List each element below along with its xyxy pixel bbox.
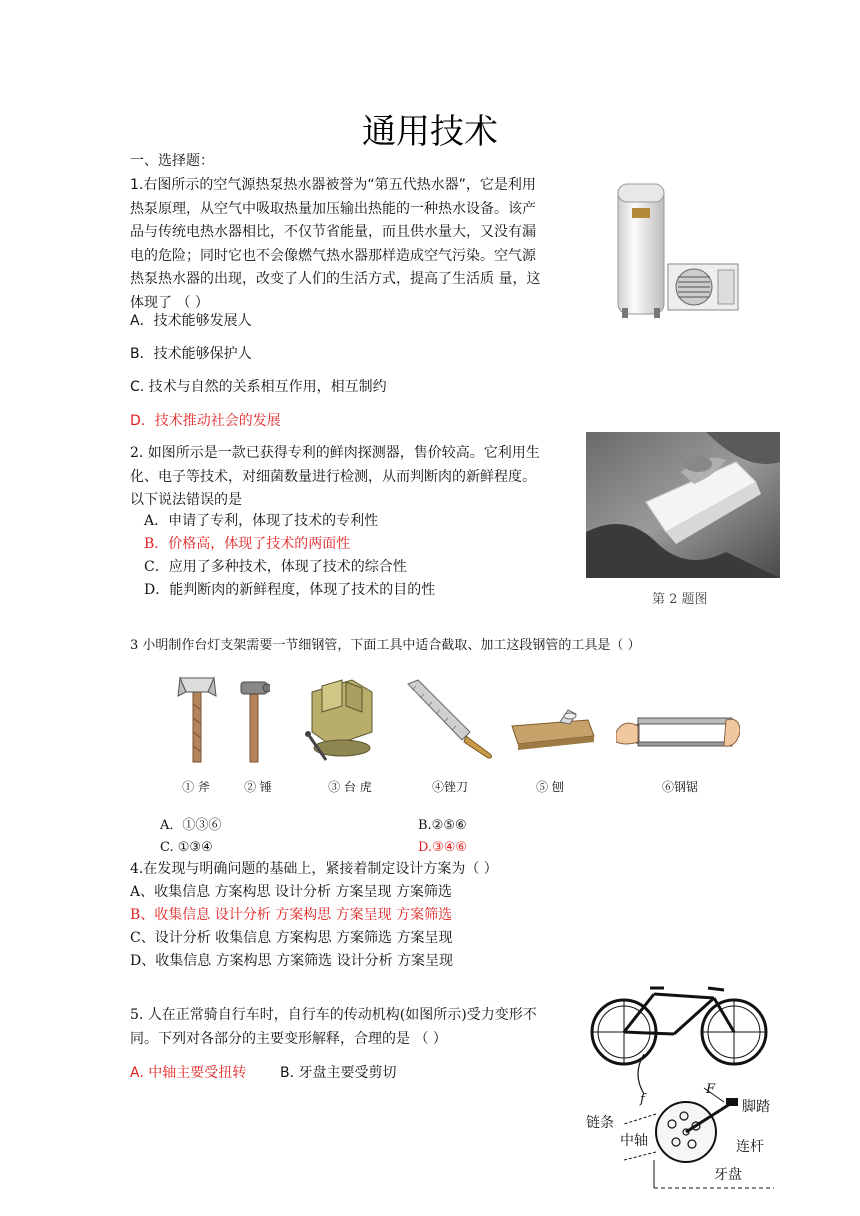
- q3-option-d-answer: D.③④⑥: [418, 840, 468, 855]
- question-2: [130, 442, 590, 513]
- q2-option-b-answer: B．价格高，体现了技术的两面性: [144, 536, 351, 552]
- hacksaw-image: [616, 712, 740, 762]
- q1-line: 品与传统电热水器相比，不仅节省能量，而且供水量大，又没有漏: [130, 224, 536, 240]
- q3-option-a: A．①③⑥: [160, 818, 222, 833]
- q1-option-c: C. 技术与自然的关系相互作用，相互制约: [130, 379, 387, 395]
- q4-option-d: D、收集信息 方案构思 方案筛选 设计分析 方案呈现: [130, 953, 454, 969]
- tool-caption-6: ⑥钢锯: [661, 780, 698, 794]
- q2-figure-caption: 第 2 题图: [652, 592, 708, 607]
- q2-line: 2. 如图所示是一款已获得专利的鲜肉探测器，售价较高。它利用生: [130, 445, 540, 461]
- label-bottom-bracket: 中轴: [620, 1133, 648, 1149]
- q1-line: 体现了 （ ）: [130, 294, 209, 311]
- q1-line: 1.右图所示的空气源热泵热水器被誉为“第五代热水器”，它是利用: [130, 177, 536, 193]
- page-title: 通用技术: [362, 112, 498, 152]
- label-pedal: 脚踏: [742, 1099, 770, 1115]
- q1-option-a: A．技术能够发展人: [130, 313, 252, 329]
- q4-option-a: A、收集信息 方案构思 设计分析 方案呈现 方案筛选: [130, 884, 452, 900]
- axe-image: [176, 674, 218, 764]
- section-heading: 一、选择题：: [130, 153, 214, 169]
- q4-option-b-answer: B、收集信息 设计分析 方案构思 方案呈现 方案筛选: [130, 907, 453, 923]
- q3-option-c: C. ①③④: [160, 840, 213, 855]
- label-chain: 链条: [586, 1115, 614, 1131]
- label-chainring: 牙盘: [714, 1167, 742, 1183]
- q4-stem: 4.在发现与明确问题的基础上，紧接着制定设计方案为（ ）: [130, 861, 498, 877]
- label-crank: 连杆: [736, 1139, 764, 1155]
- q2-line: 化、电子等技术，对细菌数量进行检测，从而判断肉的新鲜程度。: [130, 468, 536, 485]
- label-force-f: f: [640, 1092, 645, 1107]
- question-5: [130, 1004, 590, 1051]
- tool-caption-3: ③ 台 虎: [328, 780, 372, 794]
- q1-option-b: B．技术能够保护人: [130, 346, 252, 362]
- q5-line: 同。下列对各部分的主要变形解释，合理的是 （ ）: [130, 1030, 447, 1047]
- q1-line: 热泵原理，从空气中吸取热量加压输出热能的一种热水设备。该产: [130, 200, 536, 217]
- q1-line: 热泵热水器的出现，改变了人们的生活方式，提高了生活质 量，这: [130, 271, 541, 287]
- q2-option-c: C．应用了多种技术，体现了技术的综合性: [144, 559, 407, 575]
- q5-option-a-answer: A. 中轴主要受扭转: [130, 1065, 247, 1081]
- q5-line: 5. 人在正常骑自行车时，自行车的传动机构(如图所示)受力变形不: [130, 1007, 537, 1023]
- tool-caption-1: ① 斧: [182, 780, 210, 794]
- q1-line: 电的危险；同时它也不会像燃气热水器那样造成空气污染。空气源: [130, 247, 536, 264]
- tool-caption-5: ⑤ 刨: [536, 780, 564, 794]
- water-heater-image: [612, 180, 747, 320]
- tool-caption-4: ④锉刀: [431, 780, 468, 794]
- bicycle-transmission-diagram: [584, 984, 784, 1194]
- q1-option-d-answer: D．技术推动社会的发展: [130, 413, 281, 429]
- question-1: [130, 174, 590, 315]
- label-force-F: F: [706, 1082, 716, 1097]
- hammer-image: [238, 678, 270, 764]
- q4-option-c: C、设计分析 收集信息 方案构思 方案筛选 方案呈现: [130, 930, 453, 946]
- q2-option-d: D．能判断肉的新鲜程度，体现了技术的目的性: [144, 582, 436, 598]
- q2-option-a: A．申请了专利，体现了技术的专利性: [144, 513, 379, 529]
- q2-line: 以下说法错误的是: [130, 492, 242, 508]
- q3-stem: 3 小明制作台灯支架需要一节细钢管，下面工具中适合截取、加工这段钢管的工具是（ ）: [130, 638, 641, 653]
- plane-tool-image: [510, 708, 596, 754]
- tool-caption-2: ② 锤: [244, 780, 272, 794]
- q3-option-b: B.②⑤⑥: [418, 818, 467, 833]
- file-tool-image: [404, 678, 496, 760]
- q5-option-b: B. 牙盘主要受剪切: [280, 1065, 397, 1081]
- bench-vise-image: [302, 672, 382, 764]
- meat-detector-photo: [586, 432, 780, 578]
